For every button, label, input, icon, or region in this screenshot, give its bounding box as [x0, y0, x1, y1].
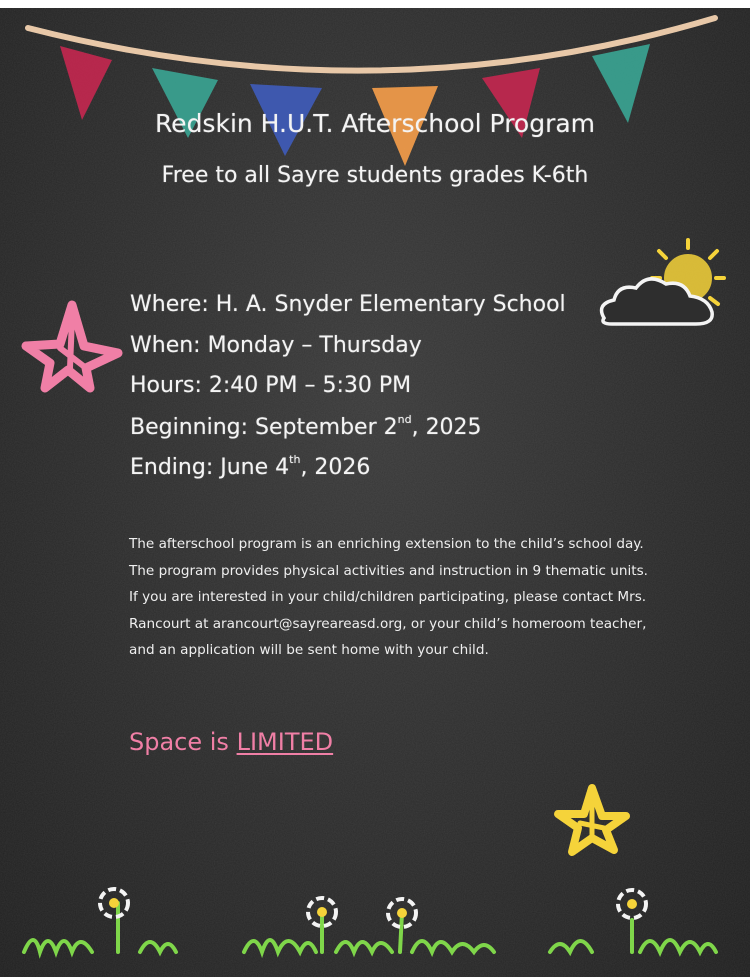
notice-limited: LIMITED: [236, 728, 334, 756]
beginning-year: , 2025: [411, 415, 482, 440]
detail-where: Where: H. A. Snyder Elementary School: [130, 292, 566, 317]
detail-beginning: [130, 413, 482, 440]
detail-hours: Hours: 2:40 PM – 5:30 PM: [130, 373, 412, 398]
program-description: [129, 531, 669, 664]
beginning-ordinal: nd: [397, 413, 412, 426]
program-title: Redskin H.U.T. Afterschool Program: [154, 109, 596, 138]
chalkboard-background: [0, 8, 750, 977]
notice-prefix: Space is: [129, 728, 237, 756]
grass-and-flowers: [0, 8, 750, 977]
flower-icon: [100, 889, 646, 927]
ending-year: , 2026: [300, 455, 371, 480]
detail-when: When: Monday – Thursday: [130, 333, 422, 358]
space-limited-notice: [129, 728, 333, 756]
program-subtitle: Free to all Sayre students grades K-6th: [161, 163, 589, 188]
ending-ordinal: th: [289, 453, 301, 466]
description-paragraph-1: The afterschool program is an enriching extension to the child’s school day. The program provides physical activities and instruction in 9 thematic units.: [129, 536, 649, 579]
description-paragraph-2: If you are interested in your child/children participating, please contact Mrs. Rancourt at arancourt@sayreareasd.org, or your child’s homeroom teacher, and an application will be sent home with your child.: [129, 589, 647, 659]
beginning-text: Beginning: September 2: [130, 415, 398, 440]
ending-text: Ending: June 4: [130, 455, 290, 480]
detail-ending: [130, 453, 370, 480]
